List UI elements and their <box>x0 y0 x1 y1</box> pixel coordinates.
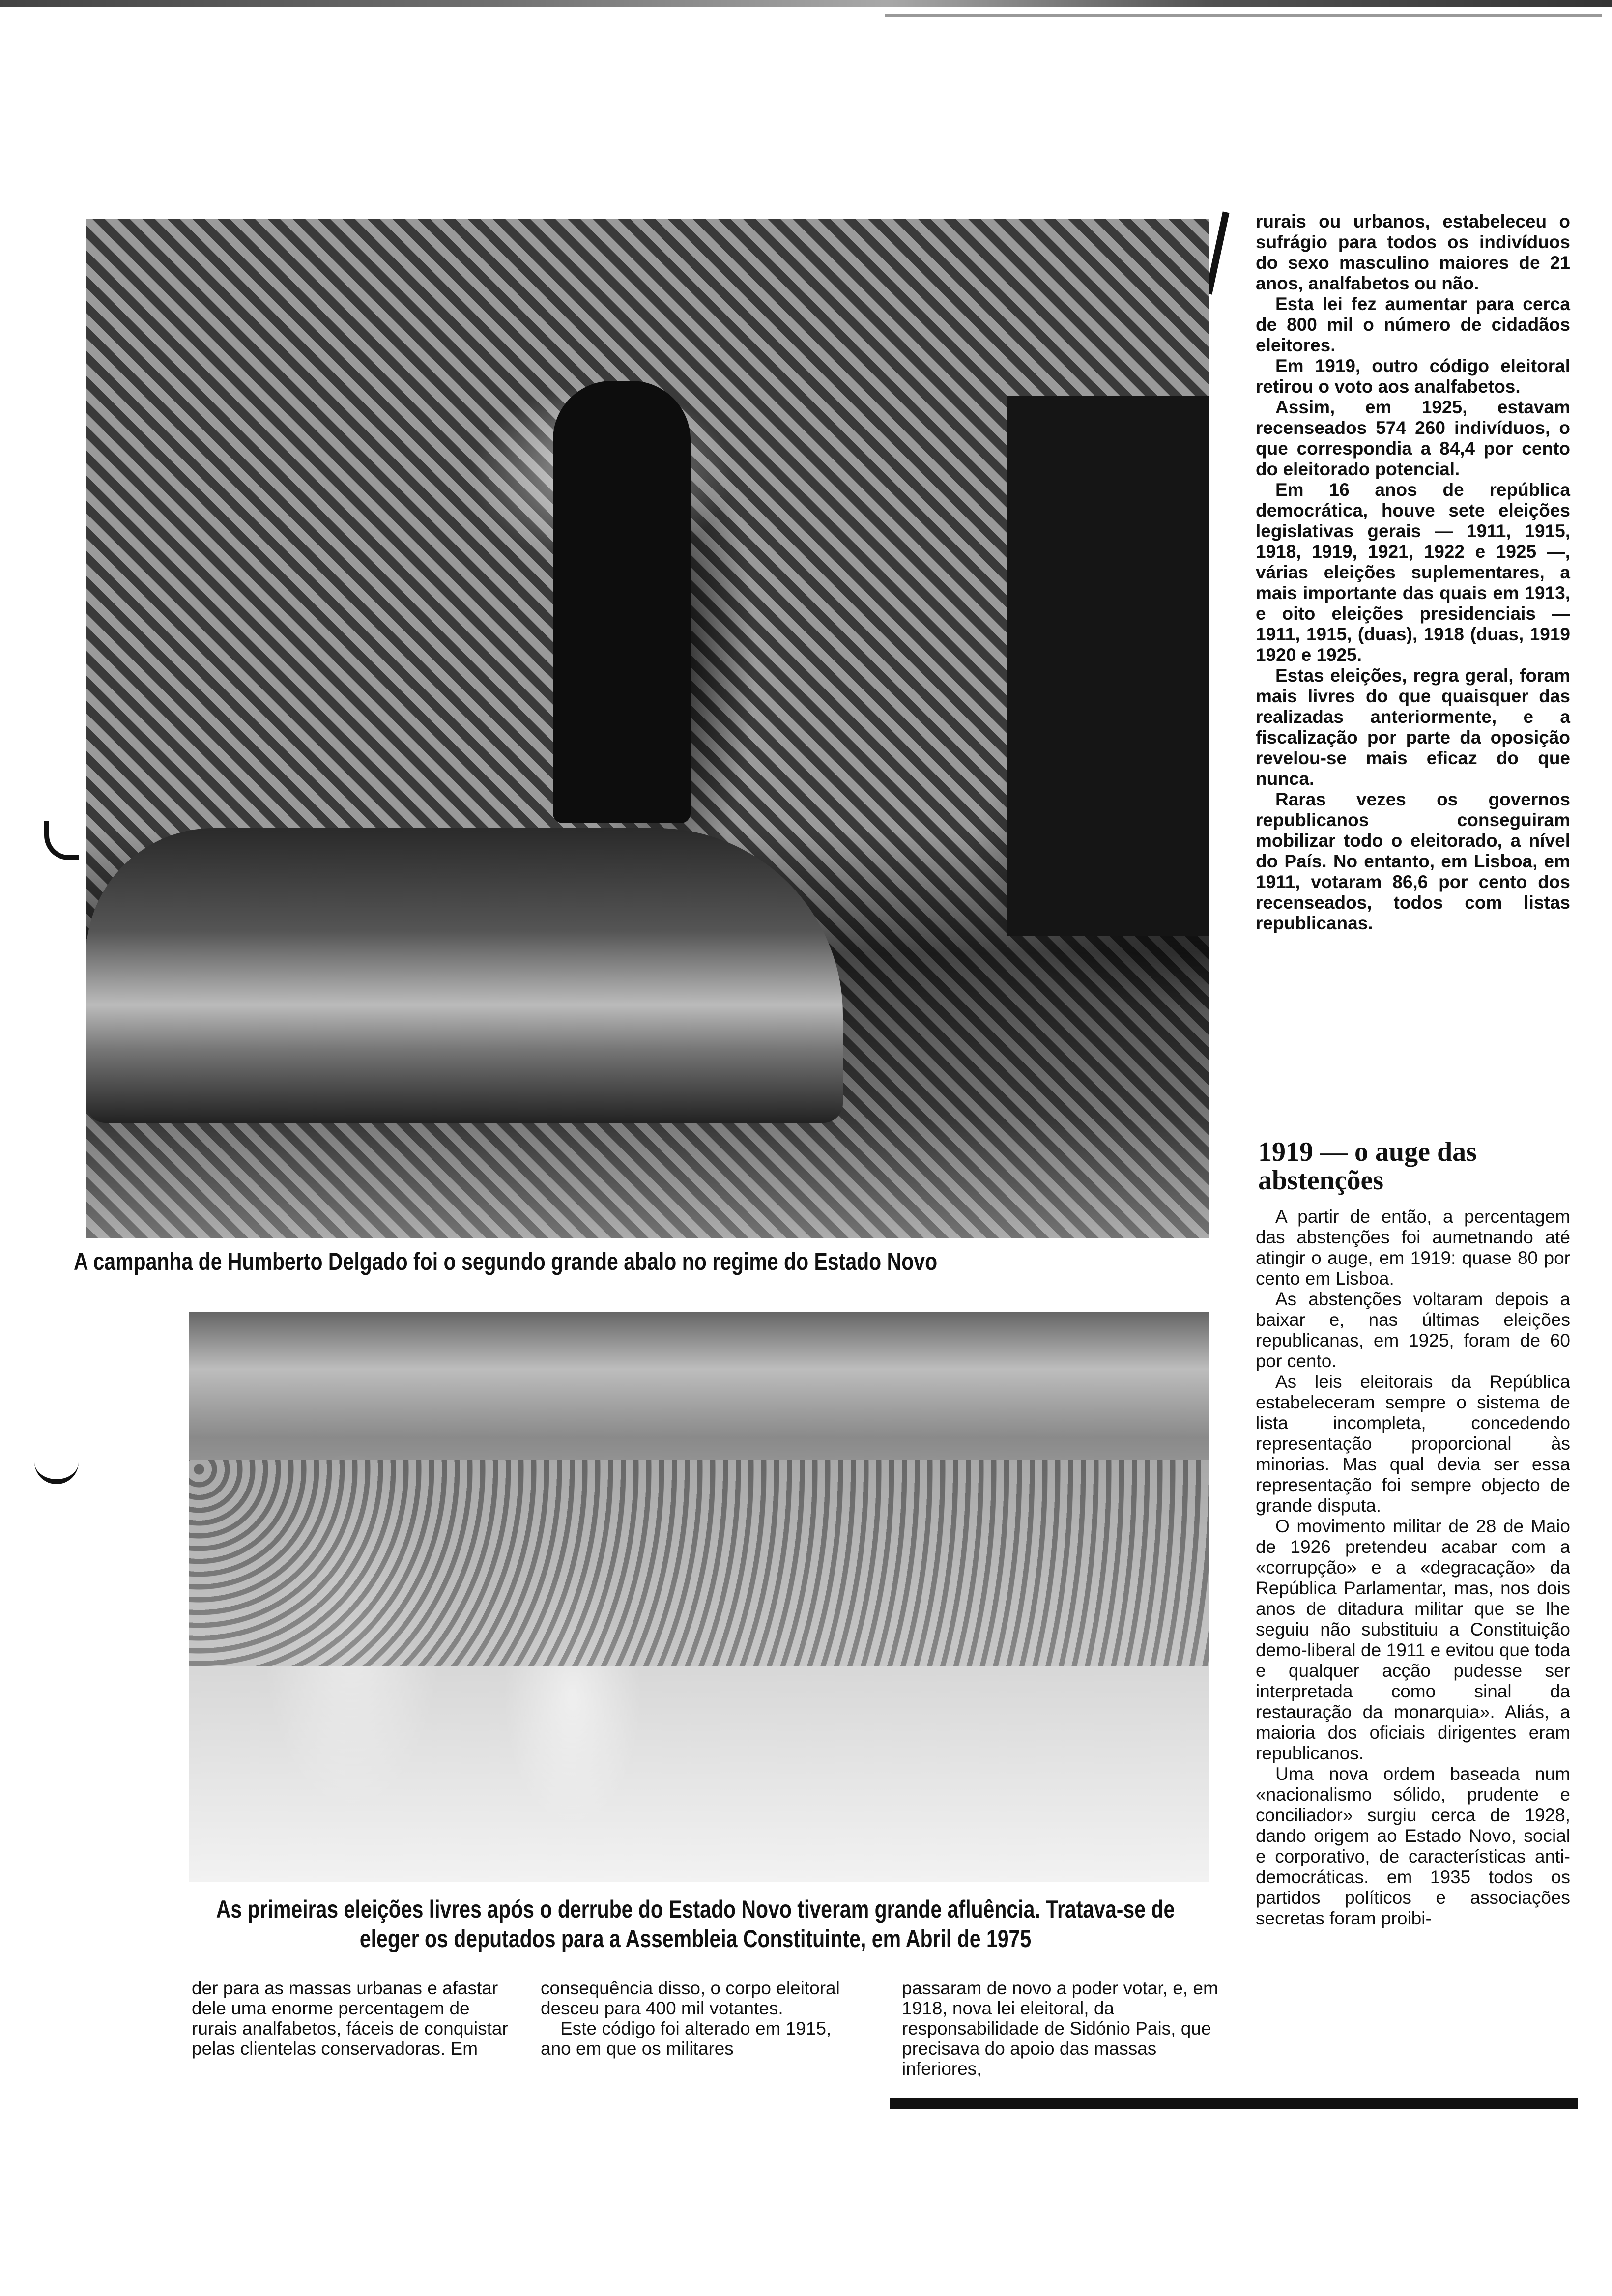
right-column-top <box>1256 211 1570 934</box>
paragraph: passaram de novo a poder votar, e, em 1918, nova lei eleitoral, da responsabilidade de Sidónio Pais, que precisava do apoio das massas inferiores, <box>902 1978 1218 2079</box>
paragraph: As abstenções voltaram depois a baixar e, nas últimas eleições republicanas, em 1925, foram de 60 por cento. <box>1256 1289 1570 1371</box>
bottom-column-1 <box>192 1978 511 2059</box>
paragraph: Estas eleições, regra geral, foram mais livres do que quaisquer das realizadas anteriormente, e a fiscalização por parte da oposição revelou-se mais eficaz do que nunca. <box>1256 665 1570 789</box>
paragraph: Esta lei fez aumentar para cerca de 800 mil o número de cidadãos eleitores. <box>1256 294 1570 355</box>
paragraph: O movimento militar de 28 de Maio de 1926 pretendeu acabar com a «corrupção» e a «degracação» da República Parlamentar, mas, nos dois anos de ditadura militar que se lhe seguiu não substituiu a Constituição demo-liberal de 1911 e evitou que toda e qualquer acção pudesse ser interpretada como sinal da restauração da monarquia». Aliás, a maioria dos oficiais dirigentes eram republicanos. <box>1256 1516 1570 1763</box>
paragraph: Assim, em 1925, estavam recenseados 574 260 indivíduos, o que correspondia a 84,4 por cento do eleitorado potencial. <box>1256 397 1570 479</box>
photo2-caption-line1: As primeiras eleições livres após o derrube do Estado Novo tiveram grande afluência. Tratava-se de <box>216 1895 1175 1923</box>
paragraph: A partir de então, a percentagem das abstenções foi aumetnando até atingir o auge, em 1919: quase 80 por cento em Lisboa. <box>1256 1206 1570 1289</box>
bottom-column-2 <box>541 1978 860 2059</box>
photo1-car <box>86 828 843 1123</box>
paragraph: Este código foi alterado em 1915, ano em que os militares <box>541 2018 832 2059</box>
section-heading: 1919 — o auge das abstenções <box>1258 1137 1477 1196</box>
photocopy-edge-top <box>0 0 1612 7</box>
photo2-caption <box>192 1894 1199 1953</box>
paragraph: der para as massas urbanas e afastar dele uma enorme percentagem de rurais analfabetos, fáceis de conquistar pelas clientelas conservadoras. Em <box>192 1978 508 2059</box>
photo2-caption-line2: eleger os deputados para a Assembleia Constituinte, em Abril de 1975 <box>359 1925 1032 1952</box>
paragraph: Uma nova ordem baseada num «nacionalismo sólido, prudente e conciliador» surgiu cerca de 1928, dando origem ao Estado Novo, social e corporativo, de características anti-democráticas. em 1935 todos os partidos políticos e associações secretas foram proibi- <box>1256 1764 1570 1928</box>
paragraph: rurais ou urbanos, estabeleceu o sufrágio para todos os indivíduos do sexo masculino maiores de 21 anos, analfabetos ou não. <box>1256 211 1570 293</box>
photo1-caption: A campanha de Humberto Delgado foi o segundo grande abalo no regime do Estado Novo <box>74 1248 938 1275</box>
photo1-figure-waving <box>553 381 691 823</box>
paragraph: consequência disso, o corpo eleitoral desceu para 400 mil votantes. <box>541 1978 840 2018</box>
photocopy-bar-bottom <box>890 2098 1578 2109</box>
bottom-column-3 <box>902 1978 1221 2079</box>
paragraph: Em 16 anos de república democrática, houve sete eleições legislativas gerais — 1911, 1915, 1918, 1919, 1921, 1922 e 1925 —, várias eleições suplementares, a mais importante das quais em 1913, e oito eleições presidenciais — 1911, 1915, (duas), 1918 (duas, 1919 1920 e 1925. <box>1256 480 1570 665</box>
photo2-crowd <box>189 1460 1209 1666</box>
paragraph: Em 1919, outro código eleitoral retirou o voto aos analfabetos. <box>1256 356 1570 397</box>
binder-mark-lower <box>34 1450 79 1484</box>
photo-humberto-delgado-campaign <box>86 219 1209 1238</box>
paragraph: As leis eleitorais da República estabeleceram sempre o sistema de lista incompleta, concedendo representação proporcional às minorias. Mas qual devia ser essa representação foi sempre objecto de grande disputa. <box>1256 1372 1570 1516</box>
right-column-bottom <box>1256 1206 1570 1929</box>
binder-mark-upper <box>44 821 79 860</box>
photo-first-free-elections <box>189 1312 1209 1882</box>
photo1-doorway <box>1008 396 1209 936</box>
photocopy-line-top <box>885 14 1602 17</box>
paragraph: Raras vezes os governos republicanos conseguiram mobilizar todo o eleitorado, a nível do País. No entanto, em Lisboa, em 1911, votaram 86,6 por cento dos recenseados, todos com listas republicanas. <box>1256 789 1570 933</box>
